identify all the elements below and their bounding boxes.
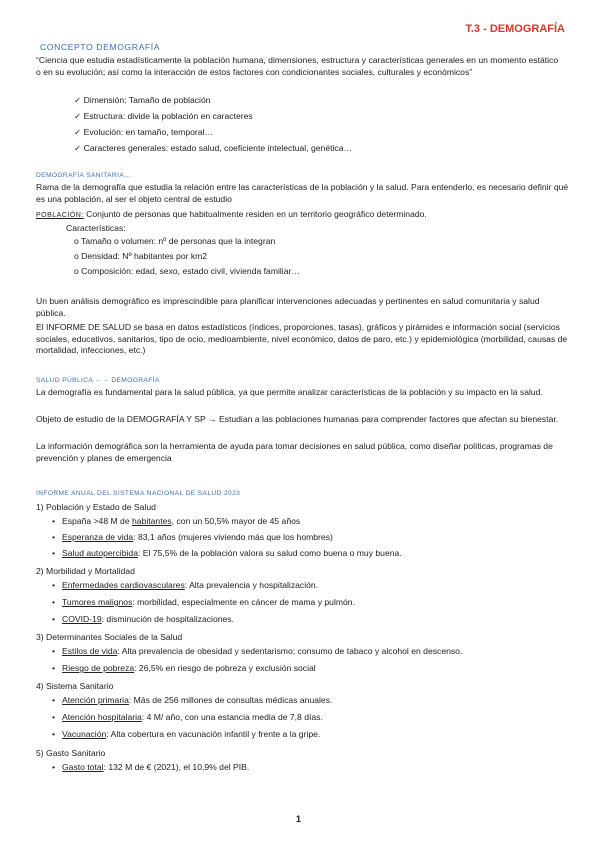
paragraph: Un buen análisis demográfico es imprescindible para planificar intervenciones adecuadas y pertinentes en salud comunitaria y salud pública. [36,296,540,318]
paragraph: La demografía es fundamental para la salud pública, ya que permite analizar características de la población y su impacto en la salud. [36,387,543,397]
bullet-icon: • [52,614,56,624]
check-icon: ✓ [74,143,84,153]
bullet-icon: o [74,236,82,246]
bullet-icon: o [74,251,82,261]
section-heading-informe: INFORME ANUAL DEL SISTEMA NACIONAL DE SALUD 2023 [36,490,241,497]
report-item: • Estilos de vida: Alta prevalencia de obesidad y sedentarismo; consumo de tabaco y alcohol en descenso. [52,646,463,656]
report-item: • Vacunación: Alta cobertura en vacunación infantil y frente a la gripe. [52,729,321,739]
report-item: • Gasto total: 132 M de € (2021), el 10,9% del PIB. [52,762,250,772]
report-item: • Salud autopercibida: El 75,5% de la población valora su salud como buena o muy buena. [52,548,402,558]
check-icon: ✓ [74,95,84,105]
check-item: ✓ Caracteres generales: estado salud, coeficiente intelectual, genética… [74,143,353,153]
check-item: ✓ Estructura: divide la población en caracteres [74,111,253,121]
list-item: o Tamaño o volumen: nº de personas que la integran [74,236,276,246]
paragraph: El INFORME DE SALUD se basa en datos estadísticos (índices, proporciones, tasas), gráficos y pirámides e información social (servicios sociales, educativos, sanitarios, tipo de ocio, medioambiente, nivel económico, datos de paro, etc.) y epidemiológica (morbilidad, causas de mortalidad, infecciones, etc.) [36,322,568,356]
report-item: • Atención primaria: Más de 256 millones de consultas médicas anuales. [52,695,333,705]
bullet-icon: • [52,532,56,542]
paragraph: Rama de la demografía que estudia la relación entre las características de la población y la salud. Para entenderlo, es necesario definir qué es una población, al ser el objeto central de estudio [36,182,569,204]
bullet-icon: • [52,695,56,705]
section-heading-salud-publica: SALUD PÚBLICA ←→ DEMOGRAFÍA [36,377,160,384]
report-section-title: 2) Morbilidad y Mortalidad [36,566,135,576]
poblacion-label: POBLACIÓN: [36,212,84,219]
definition-quote: “Ciencia que estudia estadísticamente la población humana, dimensiones, estructura y características generales en un momento estático o en su evolución; así como la interacción de estos factores con condicionantes sociales, culturales y económicos” [36,55,559,77]
caracteristicas-label: Características: [66,223,126,233]
paragraph: Objeto de estudio de la DEMOGRAFÍA Y SP → Estudian a las poblaciones humanas para comprender factores que afectan su bienestar. [36,414,559,424]
bullet-icon: • [52,729,56,739]
report-section-title: 5) Gasto Sanitario [36,748,106,758]
report-item: • Esperanza de vida: 83,1 años (mujeres viviendo más que los hombres) [52,532,333,542]
check-icon: ✓ [74,127,84,137]
report-section-title: 3) Determinantes Sociales de la Salud [36,632,183,642]
check-icon: ✓ [74,111,84,121]
report-item: • Enfermedades cardiovasculares: Alta prevalencia y hospitalización. [52,580,319,590]
page-number: 1 [296,814,302,824]
bullet-icon: • [52,516,56,526]
topic-tag: T.3 - DEMOGRAFÍA [465,23,565,35]
list-item: o Composición: edad, sexo, estado civil, vivienda familiar… [74,266,300,276]
bullet-icon: • [52,663,56,673]
report-item: • COVID-19: disminución de hospitalizaciones. [52,614,234,624]
bullet-icon: • [52,597,56,607]
bullet-icon: • [52,548,56,558]
check-item: ✓ Evolución: en tamaño, temporal… [74,127,214,137]
bullet-icon: o [74,266,82,276]
section-heading-sanitaria: DEMOGRAFÍA SANITARIA… [36,172,132,179]
report-item: • Tumores malignos: morbilidad, especialmente en cáncer de mama y pulmón. [52,597,355,607]
report-section-title: 1) Población y Estado de Salud [36,502,156,512]
paragraph: La información demográfica son la herramienta de ayuda para tomar decisiones en salud pública, como diseñar políticas, programas de prevención y planes de emergencia [36,441,553,463]
report-item: • España >48 M de habitantes, con un 50,5% mayor de 45 años [52,516,301,526]
report-item: • Atención hospitalaria: 4 M/ año, con una estancia media de 7,8 días. [52,712,323,722]
bullet-icon: • [52,646,56,656]
bullet-icon: • [52,762,56,772]
check-item: ✓ Dimensión: Tamaño de población [74,95,211,105]
poblacion-definition: POBLACIÓN: Conjunto de personas que habitualmente residen en un territorio geográfico determinado. [36,209,427,219]
bullet-icon: • [52,580,56,590]
bullet-icon: • [52,712,56,722]
section-heading-concepto: CONCEPTO DEMOGRAFÍA [40,42,161,52]
report-item: • Riesgo de pobreza: 26,5% en riesgo de pobreza y exclusión social [52,663,316,673]
report-section-title: 4) Sistema Sanitario [36,681,114,691]
list-item: o Densidad: Nº habitantes por km2 [74,251,208,261]
